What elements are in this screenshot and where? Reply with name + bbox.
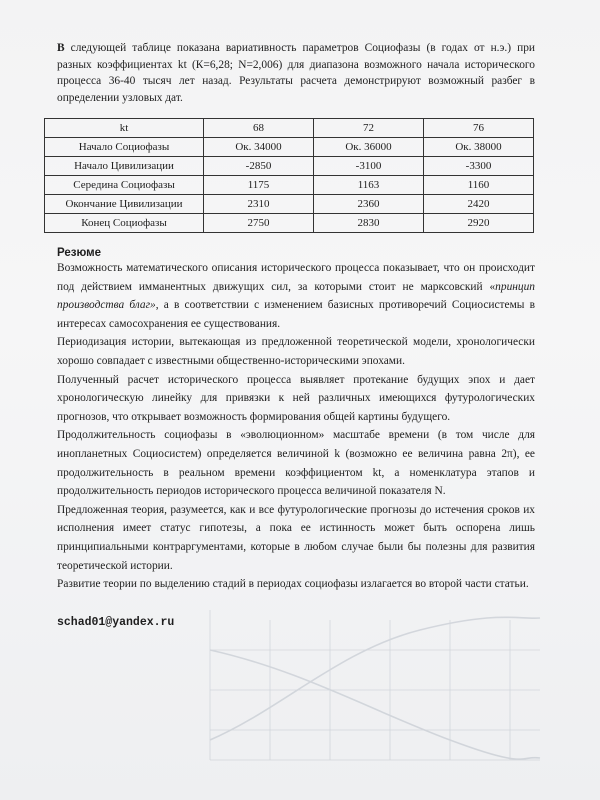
resume-paragraph-5: Предложенная теория, разумеется, как и все футурологические прогнозы до истечения сроков их исполнения имеет статус гипотезы, а пока ее истинность может быть оспорена лишь принципиальными контраргументами, которые в любом случае были бы полезны для развития теоретической истории.	[57, 503, 535, 572]
table-row-label: Середина Социофазы	[45, 176, 204, 195]
resume-paragraph-1	[57, 259, 535, 333]
table-cell: -3100	[314, 157, 424, 176]
table-header-label: kt	[45, 119, 204, 138]
resume-paragraph-6: Развитие теории по выделению стадий в периодах социофазы излагается во второй части статьи.	[57, 578, 529, 591]
table-cell: -2850	[204, 157, 314, 176]
table-row-label: Начало Социофазы	[45, 138, 204, 157]
resume-p1-text-a: Возможность математического описания исторического процесса показывает, что он происходит под действием имманентных движущих сил, за которыми стоит не марксовский «	[57, 262, 535, 293]
page-content	[57, 40, 535, 629]
table-row	[45, 138, 534, 157]
resume-heading: Резюме	[57, 247, 102, 259]
table-header-cell: 76	[424, 119, 534, 138]
resume-p1-text-b: , а в соответствии с изменением базисных противоречий Социосистемы в интересах самосохранения ее существования.	[57, 299, 535, 330]
author-email: schad01@yandex.ru	[57, 615, 175, 629]
table-cell: 2750	[204, 214, 314, 233]
table-cell: 2830	[314, 214, 424, 233]
resume-paragraph-2: Периодизация истории, вытекающая из предложенной теоретической модели, хронологически хорошо совпадает с известными общественно-историческими эпохами.	[57, 336, 535, 367]
intro-paragraph	[57, 40, 535, 106]
table-header-cell: 68	[204, 119, 314, 138]
intro-lead-letter: В	[57, 42, 65, 54]
resume-paragraph-4: Продолжительность социофазы в «эволюционном» масштабе времени (в том числе для инопланетных Социосистем) определяется величиной k (возможно ее величина равна 2π), ее продолжительность в реальном времени коэффициентом kt, а номенклатура этапов и продолжительность периодов исторического процесса величиной показателя N.	[57, 429, 535, 498]
table-row-label: Конец Социофазы	[45, 214, 204, 233]
resume-paragraph-3: Полученный расчет исторического процесса выявляет протекание будущих эпох и дает хронологическую линейку для привязки к ней различных имеющихся футурологических прогнозов, что открывает возможность формирования общей картины будущего.	[57, 373, 535, 423]
table-cell: Ок. 38000	[424, 138, 534, 157]
table-cell: 2420	[424, 195, 534, 214]
table-cell: 2360	[314, 195, 424, 214]
table-cell: 1175	[204, 176, 314, 195]
table-row	[45, 176, 534, 195]
table-row	[45, 157, 534, 176]
table-row-label: Начало Цивилизации	[45, 157, 204, 176]
table-row	[45, 214, 534, 233]
table-cell: Ок. 34000	[204, 138, 314, 157]
table-cell: Ок. 36000	[314, 138, 424, 157]
table-cell: 1160	[424, 176, 534, 195]
table-cell: -3300	[424, 157, 534, 176]
table-cell: 2920	[424, 214, 534, 233]
table-row-label: Окончание Цивилизации	[45, 195, 204, 214]
resume-p1-emphasis: принцип производства благ»	[57, 280, 535, 312]
intro-text: следующей таблице показана вариативность параметров Социофазы (в годах от н.э.) при разных коэффициентах kt (К=6,28; N=2,006) для диапазона возможного начала исторического процесса 36-40 тысяч лет назад. Результаты расчета демонстрируют возможный разбег в определении узловых дат.	[57, 42, 535, 104]
parameters-table	[44, 118, 534, 233]
table-cell: 1163	[314, 176, 424, 195]
table-row	[45, 195, 534, 214]
table-cell: 2310	[204, 195, 314, 214]
table-header-cell: 72	[314, 119, 424, 138]
table-header-row	[45, 119, 534, 138]
